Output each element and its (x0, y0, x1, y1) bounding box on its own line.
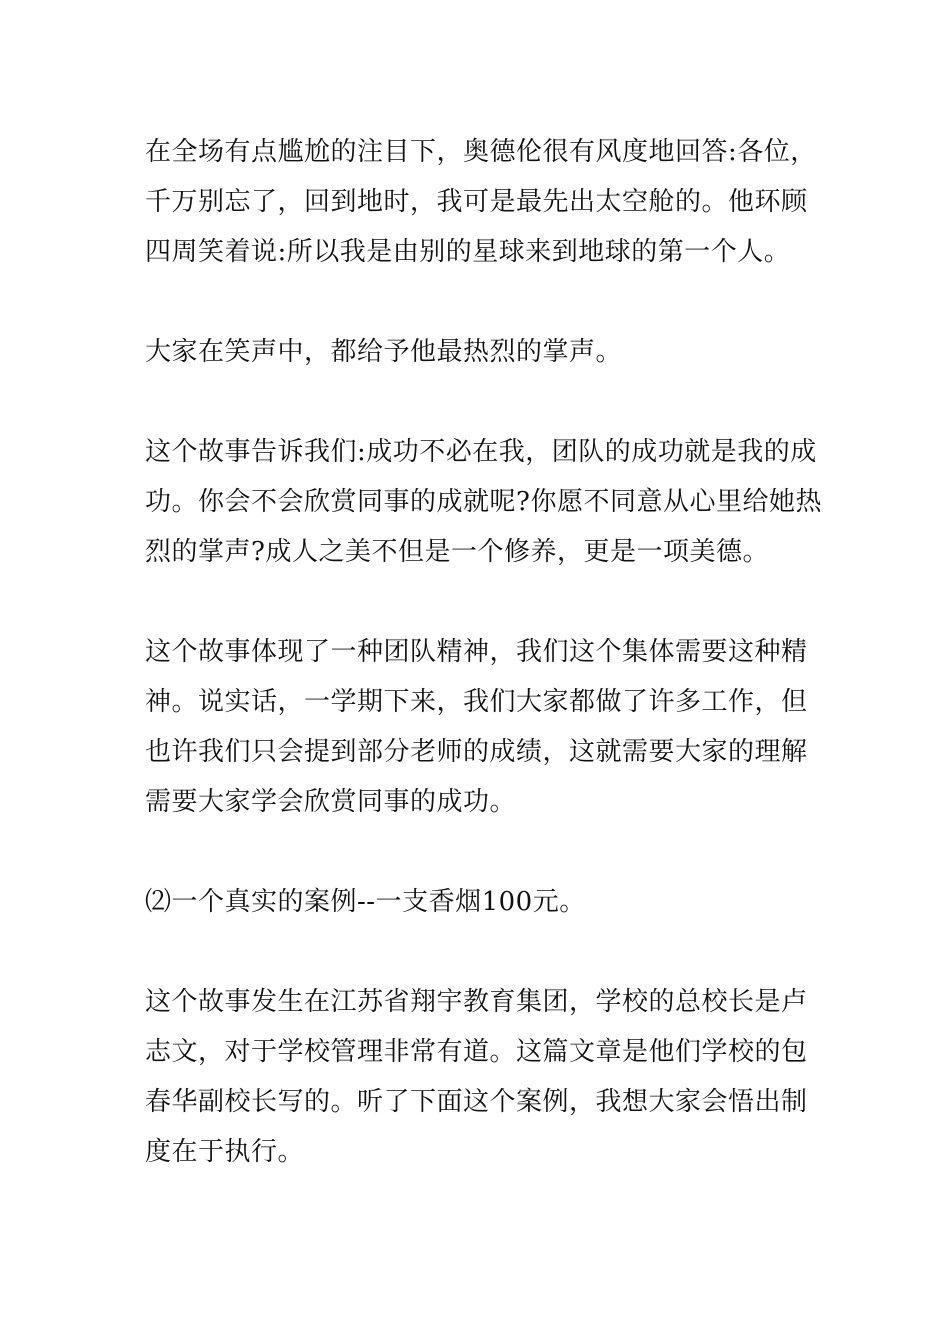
text-line: 这个故事发生在江苏省翔宇教育集团，学校的总校长是卢 (145, 987, 808, 1017)
text-line: 这个故事体现了一种团队精神，我们这个集体需要这种精 (145, 637, 808, 667)
paragraph-2 (145, 327, 810, 377)
text-line: 四周笑着说:所以我是由别的星球来到地球的第一个人。 (145, 237, 791, 267)
paragraph-4 (145, 627, 810, 827)
text-line: 大家在笑声中，都给予他最热烈的掌声。 (145, 337, 623, 367)
text-line: 需要大家学会欣赏同事的成功。 (145, 787, 517, 817)
text-line: 在全场有点尴尬的注目下，奥德伦很有风度地回答:各位， (145, 137, 817, 167)
paragraph-6 (145, 977, 810, 1177)
text-line: ⑵一个真实的案例--一支香烟100元。 (145, 887, 586, 917)
text-line: 度在于执行。 (145, 1137, 305, 1167)
text-line: 千万别忘了，回到地时，我可是最先出太空舱的。他环顾 (145, 187, 808, 217)
text-line: 神。说实话，一学期下来，我们大家都做了许多工作，但 (145, 687, 808, 717)
paragraph-1 (145, 127, 817, 277)
text-line: 这个故事告诉我们:成功不必在我，团队的成功就是我的成 (145, 437, 817, 467)
paragraph-3 (145, 427, 822, 577)
text-line: 烈的掌声?成人之美不但是一个修养，更是一项美德。 (145, 537, 769, 567)
text-line: 也许我们只会提到部分老师的成绩，这就需要大家的理解 (145, 737, 808, 767)
paragraph-5-heading (145, 877, 810, 927)
text-line: 功。你会不会欣赏同事的成就呢?你愿不同意从心里给她热 (145, 487, 822, 517)
text-line: 志文，对于学校管理非常有道。这篇文章是他们学校的包 (145, 1037, 808, 1067)
text-line: 春华副校长写的。听了下面这个案例，我想大家会悟出制 (145, 1087, 808, 1117)
